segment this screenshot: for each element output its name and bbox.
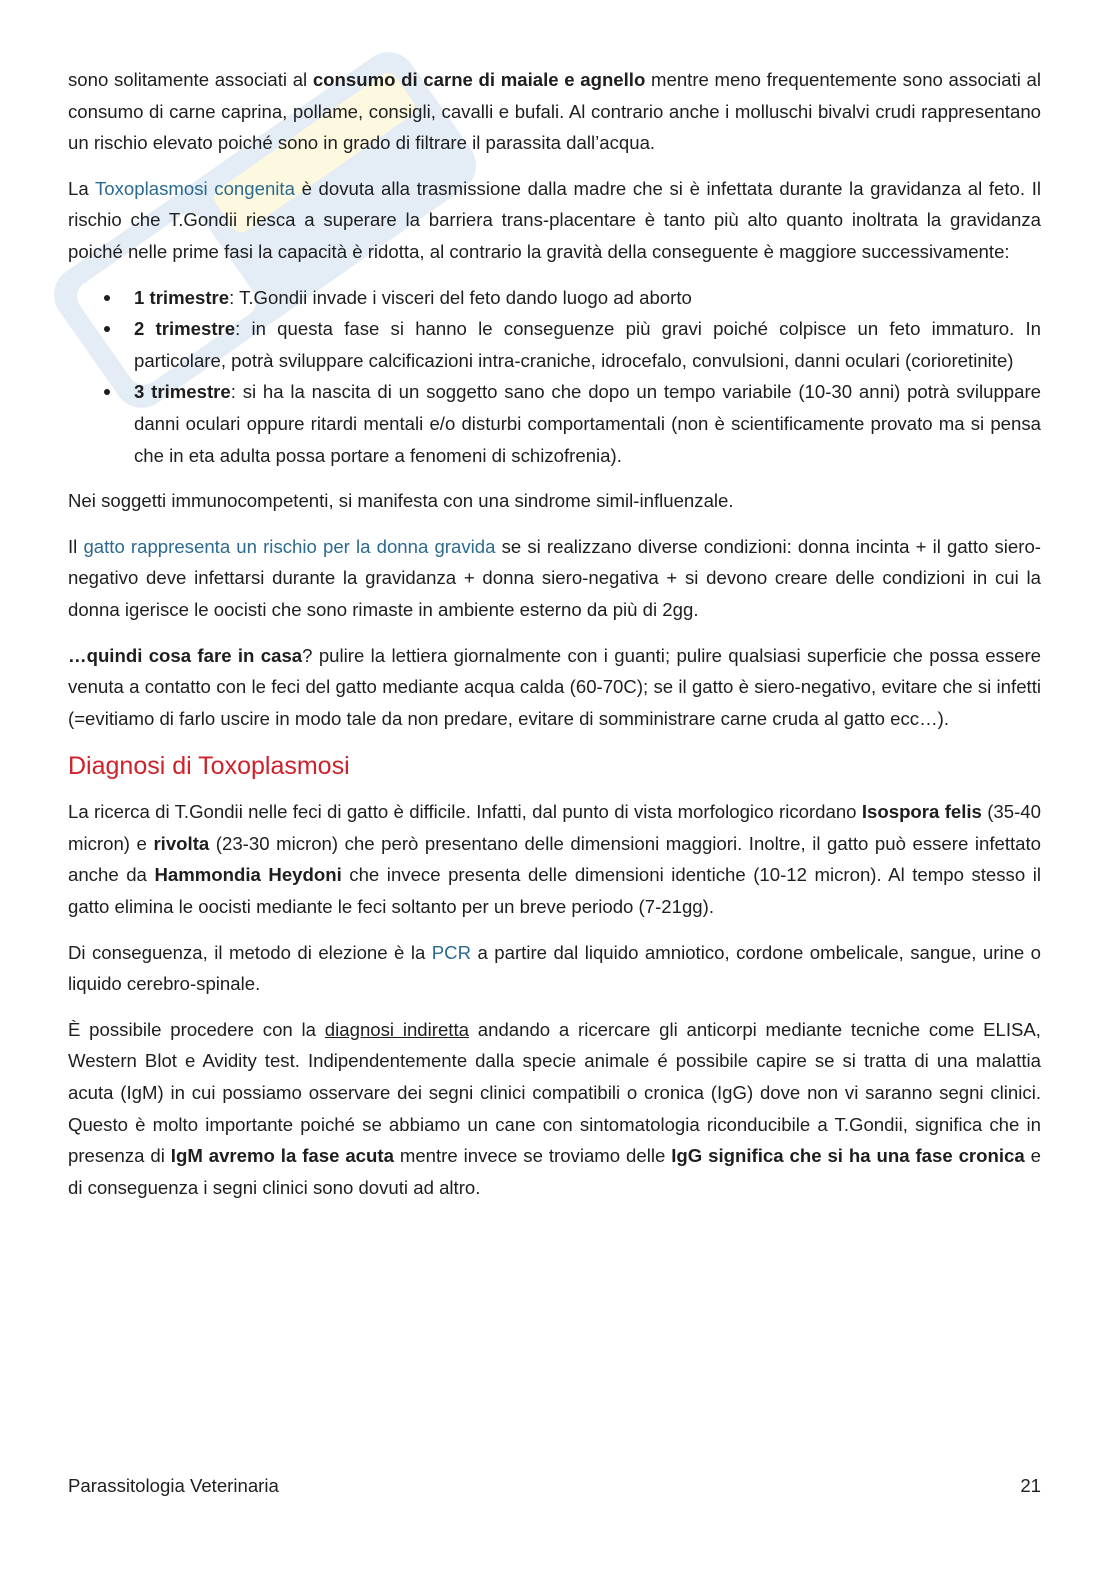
paragraph-immunocompetent: Nei soggetti immunocompetenti, si manifesta con una sindrome simil-influenzale. xyxy=(68,490,734,512)
paragraph-indirect-diagnosis: È possibile procedere con la diagnosi indiretta andando a ricercare gli anticorpi mediante tecniche come ELISA, Western Blot e Avidity test. Indipendentemente dalla specie animale é possibile capire se si tratta di una malattia acuta (IgM) in cui possiamo osservare dei segni clinici compatibili o cronica (IgG) dove non vi saranno segni clinici. Questo è molto importante poiché se abbiamo un cane con sintomatologia riconducibile a T.Gondii, significa che in presenza di IgM avremo la fase acuta mentre invece se troviamo delle IgG significa che si ha una fase cronica e di conseguenza i segni clinici sono dovuti ad altro. xyxy=(68,1018,1041,1198)
document-body xyxy=(68,64,1041,1217)
section-heading-diagnosi: Diagnosi di Toxoplasmosi xyxy=(68,752,350,781)
paragraph-feces-search: La ricerca di T.Gondii nelle feci di gatto è difficile. Infatti, dal punto di vista morfologico ricordano Isospora felis (35-40 micron) e rivolta (23-30 micron) che però presentano delle dimensioni maggiori. Inoltre, il gatto può essere infettato anche da Hammondia Heydoni che invece presenta delle dimensioni identiche (10-12 micron). Al tempo stesso il gatto elimina le oocisti mediante le feci soltanto per un breve periodo (7-21gg). xyxy=(68,801,1042,918)
underlined-diagnosi-indiretta: diagnosi indiretta xyxy=(324,1018,469,1040)
paragraph-congenital: La Toxoplasmosi congenita è dovuta alla trasmissione dalla madre che si è infettata durante la gravidanza al feto. Il rischio che T.Gondii riesca a superare la barriera trans-placentare è tanto più alto quanto inoltrata la gravidanza poiché nelle prime fasi la capacità è ridotta, al contrario la gravità della conseguente è maggiore successivamente: xyxy=(68,177,1042,262)
page-number: 21 xyxy=(1020,1475,1041,1496)
paragraph-meat-consumption: sono solitamente associati al consumo di carne di maiale e agnello mentre meno frequentemente sono associati al consumo di carne caprina, pollame, consigli, cavalli e bufali. Al contrario anche i molluschi bivalvi crudi rappresentano un rischio elevato poiché sono in grado di filtrare il parassita dall’acqua. xyxy=(68,69,1041,154)
trimester-list xyxy=(68,282,1041,472)
link-gatto-rischio[interactable]: gatto rappresenta un rischio per la donna gravida xyxy=(83,535,496,557)
paragraph-home-advice: …quindi cosa fare in casa? pulire la lettiera giornalmente con i guanti; pulire qualsiasi superficie che possa essere venuta a contatto con le feci del gatto mediante acqua calda (60-70C); se il gatto è siero-negativo, evitare che si infetti (=evitiamo di farlo uscire in modo tale da non predare, evitare di somministrare carne cruda al gatto ecc…). xyxy=(68,644,1042,729)
list-item: 3 trimestre: si ha la nascita di un soggetto sano che dopo un tempo variabile (10-30 anni) potrà sviluppare danni oculari oppure ritardi mentali e/o disturbi comportamentali (non è scientificamente provato ma si pensa che in eta adulta possa portare a fenomeni di schizofrenia). xyxy=(134,376,1041,471)
link-toxoplasmosi-congenita[interactable]: Toxoplasmosi congenita xyxy=(95,177,295,199)
footer-title: Parassitologia Veterinaria xyxy=(68,1475,279,1496)
list-item: 2 trimestre: in questa fase si hanno le conseguenze più gravi poiché colpisce un feto immaturo. In particolare, potrà sviluppare calcificazioni intra-craniche, idrocefalo, convulsioni, danni oculari (corioretinite) xyxy=(134,313,1041,376)
link-pcr[interactable]: PCR xyxy=(431,941,472,963)
page-footer xyxy=(68,1475,1041,1497)
paragraph-pcr: Di conseguenza, il metodo di elezione è la PCR a partire dal liquido amniotico, cordone ombelicale, sangue, urine o liquido cerebro-spinale. xyxy=(68,941,1041,995)
paragraph-cat-risk: Il gatto rappresenta un rischio per la donna gravida se si realizzano diverse condizioni: donna incinta + il gatto siero-negativo deve infettarsi durante la gravidanza + donna siero-negativa + si devono creare delle condizioni in cui la donna igerisce le oocisti che sono rimaste in ambiente esterno da più di 2gg. xyxy=(68,535,1041,620)
bold-meat-consumption: consumo di carne di maiale e agnello xyxy=(312,69,646,90)
list-item: 1 trimestre: T.Gondii invade i visceri del feto dando luogo ad aborto xyxy=(134,282,1041,314)
